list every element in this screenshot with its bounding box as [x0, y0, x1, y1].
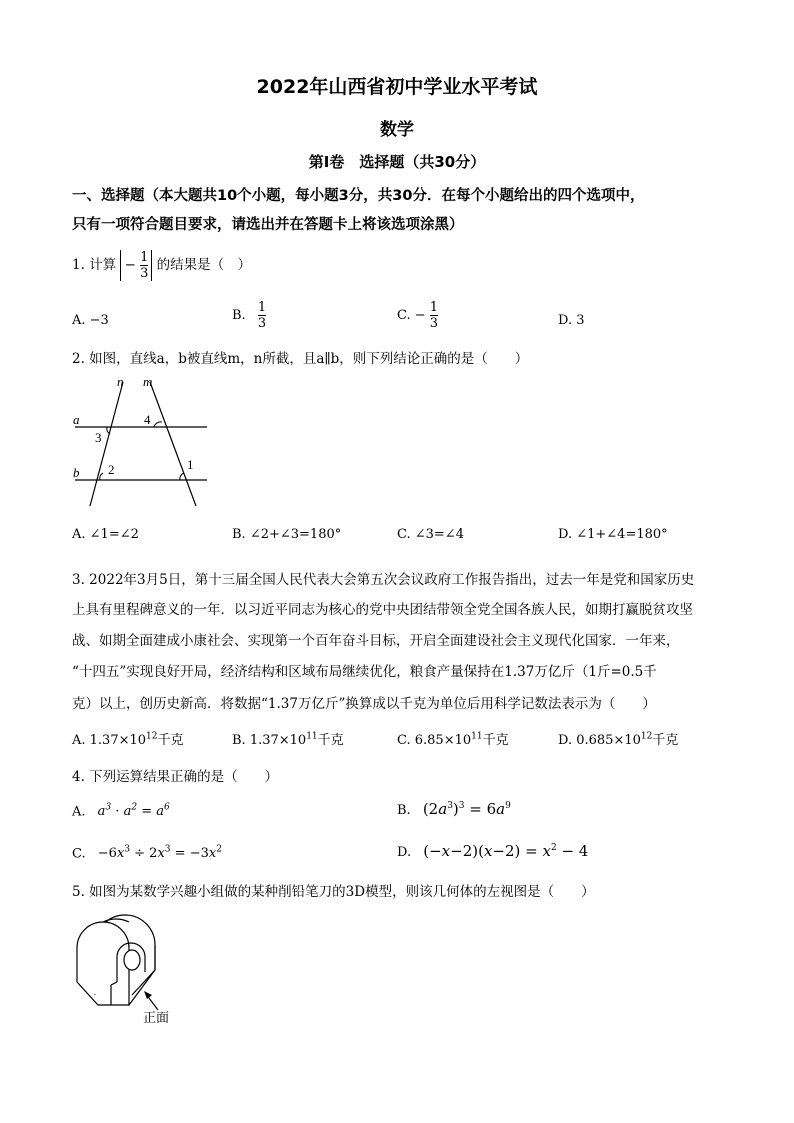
q3-option-a[interactable] [72, 729, 184, 748]
q3-option-c-unit: 千克 [482, 733, 509, 748]
q1-option-c-label: C. − [397, 308, 426, 323]
q4-option-d-label: D. [397, 845, 412, 860]
q3-option-b[interactable] [232, 729, 344, 748]
q4-option-a-expression: $a^3 \cdot a^2 = a^6$ [97, 803, 170, 820]
q1-option-c-fraction [430, 300, 438, 331]
line-m [150, 382, 196, 506]
q1-fraction-denominator: 3 [140, 266, 149, 281]
angle-1-label: 1 [187, 457, 194, 472]
label-b: b [73, 465, 80, 480]
q2-parallel-lines-figure [70, 372, 220, 512]
angle-4-arc [154, 422, 162, 427]
q2-option-c[interactable]: C. ∠3=∠4 [397, 527, 464, 542]
part-title: 第Ⅰ卷 选择题（共30分） [308, 153, 486, 171]
q3-option-d-label: D. 0.685×10 [558, 733, 641, 748]
q3-option-b-exponent: 11 [306, 731, 318, 742]
q1-fraction [140, 250, 148, 281]
label-m: m [143, 374, 153, 389]
q4-option-a[interactable] [72, 803, 170, 819]
section-instruction-line1: 一、选择题（本大题共10个小题，每小题3分，共30分．在每个小题给出的四个选项中， [72, 188, 645, 204]
angle-4-label: 4 [144, 412, 151, 427]
question-2-stem: 2. 如图，直线a，b被直线m，n所截，且a∥b，则下列结论正确的是（ ） [72, 351, 529, 367]
q3-option-d-unit: 千克 [652, 733, 679, 748]
q3-option-a-label: A. 1.37×10 [72, 733, 147, 748]
q4-option-d-expression: $(-x-2)(x-2) = x^2 - 4$ [423, 842, 589, 860]
angle-2-label: 2 [108, 462, 115, 477]
angle-3-label: 3 [95, 430, 102, 445]
label-a: a [73, 412, 80, 427]
q3-option-c-label: C. 6.85×10 [397, 733, 472, 748]
q4-option-d[interactable] [397, 842, 588, 860]
subject-title: 数学 [380, 120, 414, 140]
q3-option-a-unit: 千克 [157, 733, 184, 748]
question-5-stem: 5. 如图为某数学兴趣小组做的某种削铅笔刀的3D模型，则该几何体的左视图是（ ） [72, 884, 595, 900]
question-1-stem [72, 250, 251, 281]
question-3-line1: 3. 2022年3月5日，第十三届全国人民代表大会第五次会议政府工作报告指出，过去一年是党和国家历史 [72, 572, 695, 588]
q1-fraction-numerator: 1 [140, 250, 149, 265]
q3-option-c-exponent: 11 [471, 731, 483, 742]
q1-option-b-fraction [258, 300, 266, 331]
q3-option-d[interactable] [558, 729, 678, 748]
q3-option-c[interactable] [397, 729, 509, 748]
q1-option-b-label: B. [232, 308, 246, 323]
q4-option-a-label: A. [72, 804, 86, 820]
q2-option-b[interactable]: B. ∠2+∠3=180° [232, 527, 342, 542]
question-3-line4: “十四五”实现良好开局，经济结构和区域布局继续优化，粮食产量保持在1.37万亿斤（1斤=0.5千 [72, 664, 657, 680]
q1-option-c-denominator: 3 [429, 316, 439, 331]
q3-option-d-exponent: 12 [640, 731, 653, 742]
q1-option-c[interactable] [397, 300, 438, 331]
q2-option-a[interactable]: A. ∠1=∠2 [72, 527, 139, 542]
q1-option-d[interactable]: D. 3 [558, 313, 585, 328]
angle-2-arc [100, 473, 103, 480]
q4-option-c-label: C. [72, 846, 86, 862]
question-3-line2: 上具有里程碑意义的一年．以习近平同志为核心的党中央团结带领全党全国各族人民，如期打赢脱贫攻坚 [72, 602, 693, 618]
q2-option-d[interactable]: D. ∠1+∠4=180° [558, 527, 668, 542]
q4-option-c[interactable] [72, 845, 222, 861]
q4-option-b[interactable] [397, 800, 511, 818]
q1-absolute-value [120, 250, 152, 281]
front-face-label: 正面 [143, 1011, 170, 1025]
page-title: 2022年山西省初中学业水平考试 [256, 76, 538, 98]
section-instruction-line2: 只有一项符合题目要求，请选出并在答题卡上将该选项涂黑） [72, 217, 464, 233]
q3-option-b-label: B. 1.37×10 [232, 733, 307, 748]
question-4-stem: 4. 下列运算结果正确的是（ ） [72, 769, 279, 785]
q1-option-b-numerator: 1 [257, 300, 267, 315]
question-3-line5: 克）以上，创历史新高．将数据“1.37万亿斤”换算成以千克为单位后用科学记数法表示为（ ） [72, 696, 656, 712]
q1-option-b-denominator: 3 [257, 316, 267, 331]
angle-1-arc [180, 473, 184, 480]
q5-sharpener-3d-figure [70, 910, 190, 1025]
q3-option-b-unit: 千克 [317, 733, 344, 748]
q1-option-a[interactable]: A. −3 [72, 313, 109, 328]
question-3-line3: 战、如期全面建成小康社会、实现第一个百年奋斗目标，开启全面建设社会主义现代化国家．一年来， [72, 633, 680, 649]
q4-option-b-expression: $(2a^3)^3 = 6a^9$ [422, 800, 511, 818]
q1-abs-sign: − [124, 257, 136, 273]
q1-option-b[interactable] [232, 300, 266, 331]
q3-option-a-exponent: 12 [146, 731, 158, 742]
q1-prefix: 1. 计算 [72, 257, 117, 273]
q1-option-c-numerator: 1 [429, 300, 439, 315]
q1-suffix: 的结果是（ ） [156, 257, 252, 273]
q4-option-c-expression: $-6x^3 \div 2x^3 = -3x^2$ [97, 845, 222, 862]
label-n: n [117, 374, 124, 389]
q4-option-b-label: B. [397, 803, 411, 818]
